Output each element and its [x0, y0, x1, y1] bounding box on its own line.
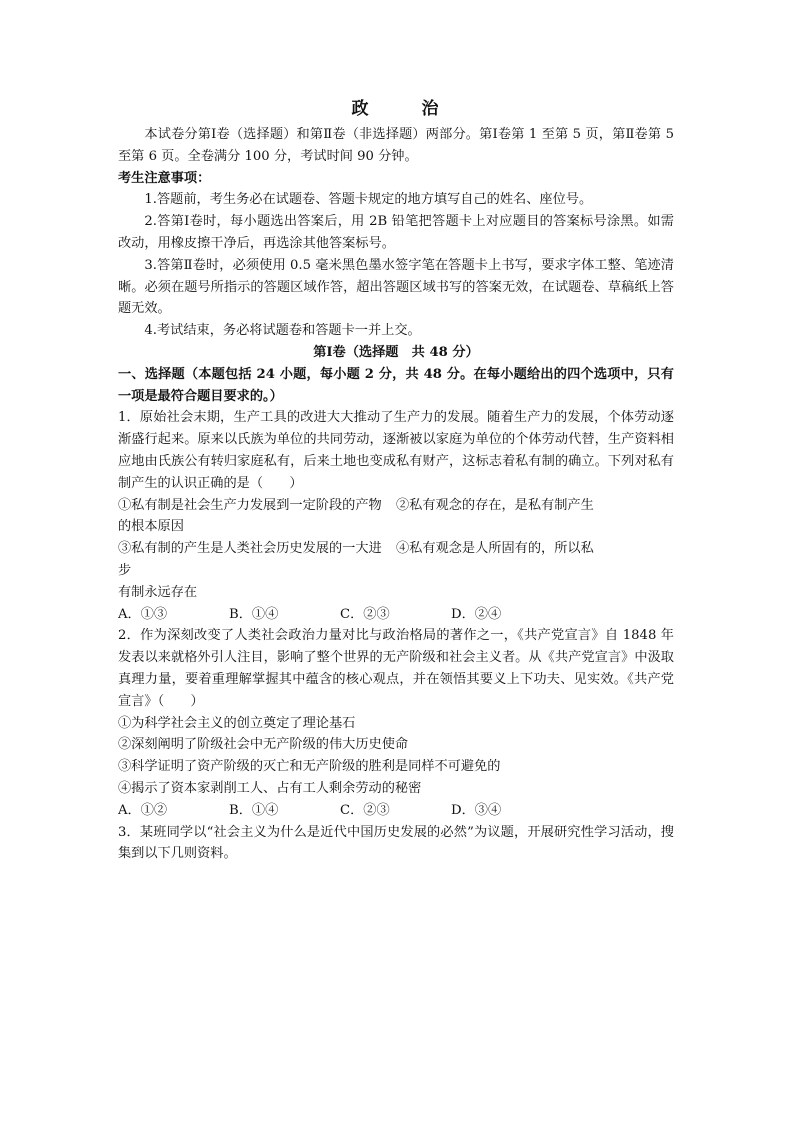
- statement-2: ②深刻阐明了阶级社会中无产阶级的伟大历史使命: [118, 737, 409, 753]
- section-title: 第Ⅰ卷（选择题 共 48 分）: [313, 344, 479, 360]
- option-b: B．①④: [229, 802, 279, 818]
- option-b: B．①④: [229, 606, 279, 622]
- statement-1: ①私有制是社会生产力发展到一定阶段的产物: [118, 497, 382, 513]
- statement-2: ②私有观念的存在，是私有制产生: [396, 497, 594, 513]
- exam-content: [118, 96, 674, 865]
- option-c: C．②③: [340, 802, 390, 818]
- statement-3: ③私有制的产生是人类社会历史发展的一大进步: [118, 541, 382, 578]
- statement-2-continued: 的根本原因: [118, 519, 184, 535]
- notice-item: 3.答第Ⅱ卷时，必须使用 0.5 毫米黑色墨水签字笔在答题卡上书写，要求字体工整、笔迹清晰。必须在题号所指示的答题区域作答，超出答题区域书写的答案无效，在试题卷、草稿纸上答题无效。: [118, 257, 674, 317]
- statement-row: [118, 495, 674, 517]
- option-a: A．①③: [118, 606, 168, 622]
- question-stem: 2．作为深刻改变了人类社会政治力量对比与政治格局的著作之一，《共产党宣言》自 1848 年发表以来就格外引人注目，影响了整个世界的无产阶级和社会主义者。从《共产党宣言》中汲取真理力量，要着重理解掌握其中蕴含的核心观点，并在领悟其要义上下功夫、见实效。《共产党宣言》（ ）: [118, 628, 674, 709]
- statement-4-continued: 有制永远存在: [118, 584, 198, 600]
- answer-options: [118, 604, 674, 626]
- question-1: [118, 407, 674, 625]
- notice-item: 4.考试结束，务必将试题卷和答题卡一并上交。: [144, 323, 421, 339]
- notice-item: 1.答题前，考生务必在试题卷、答题卡规定的地方填写自己的姓名、座位号。: [144, 192, 593, 208]
- notice-item: 2.答第Ⅰ卷时，每小题选出答案后，用 2B 铅笔把答题卡上对应题目的答案标号涂黑。如需改动，用橡皮擦干净后，再选涂其他答案标号。: [118, 214, 674, 251]
- notice-heading: 考生注意事项：: [118, 170, 211, 186]
- option-d: D．③④: [451, 802, 502, 818]
- option-c: C．②③: [340, 606, 390, 622]
- statement-1: ①为科学社会主义的创立奠定了理论基石: [118, 715, 356, 731]
- question-stem: 1．原始社会末期，生产工具的改进大大推动了生产力的发展。随着生产力的发展，个体劳动逐渐盛行起来。原来以氏族为单位的共同劳动，逐渐被以家庭为单位的个体劳动代替，生产资料相应地由氏族公有转归家庭私有，后来土地也变成私有财产，这标志着私有制的确立。下列对私有制产生的认识正确的是（ ）: [118, 410, 674, 491]
- question-2: [118, 625, 674, 821]
- question-3: [118, 822, 674, 866]
- page-title: 政 治: [351, 99, 457, 119]
- statement-row: [118, 538, 674, 582]
- statement-4: ④私有观念是人所固有的，所以私: [396, 541, 594, 557]
- part-heading: 一、选择题（本题包括 24 小题，每小题 2 分，共 48 分。在每小题给出的四个选项中，只有一项是最符合题目要求的。）: [118, 366, 674, 404]
- question-stem: 3．某班同学以“社会主义为什么是近代中国历史发展的必然”为议题，开展研究性学习活动，搜集到以下几则资料。: [118, 824, 674, 862]
- statement-3: ③科学证明了资产阶级的灭亡和无产阶级的胜利是同样不可避免的: [118, 759, 501, 775]
- answer-options: [118, 800, 674, 822]
- exam-intro: 本试卷分第Ⅰ卷（选择题）和第Ⅱ卷（非选择题）两部分。第Ⅰ卷第 1 至第 5 页，第Ⅱ卷第 5 至第 6 页。全卷满分 100 分，考试时间 90 分钟。: [118, 127, 674, 164]
- option-d: D．②④: [451, 606, 502, 622]
- statement-4: ④揭示了资本家剥削工人、占有工人剩余劳动的秘密: [118, 780, 422, 796]
- option-a: A．①②: [118, 802, 168, 818]
